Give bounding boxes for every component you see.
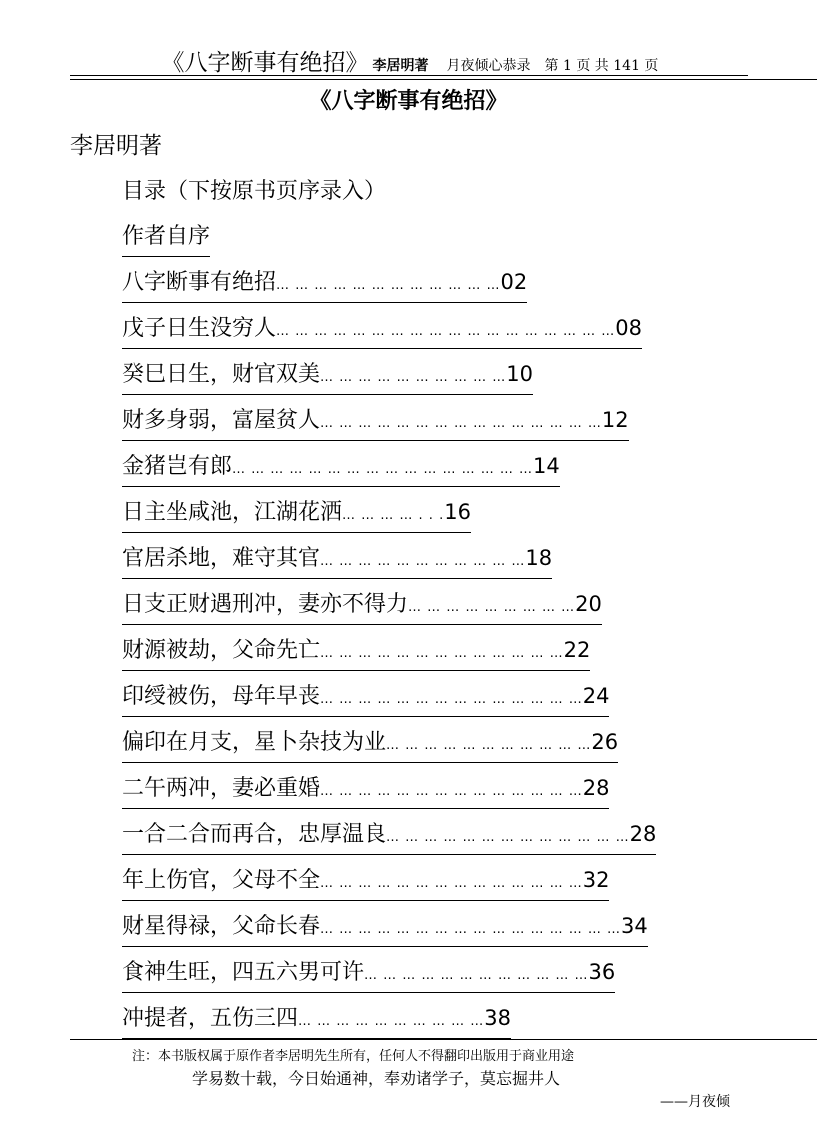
running-header: [70, 44, 750, 74]
toc-entry[interactable]: [122, 912, 656, 958]
toc-entry-label: 日主坐咸池，江湖花洒: [122, 500, 343, 525]
toc-entry-leader: … … … … … … … … … … … …: [276, 278, 501, 293]
toc-entry-page: 28: [629, 822, 657, 846]
header-rule: [70, 75, 748, 76]
toc-entry[interactable]: [122, 498, 656, 544]
toc-entry-label: 一合二合而再合，忠厚温良: [122, 822, 387, 847]
table-of-contents: [122, 222, 656, 1050]
toc-entry[interactable]: [122, 452, 656, 498]
toc-entry-page: 24: [582, 684, 610, 708]
header-page-info: 第 1 页 共 141 页: [544, 58, 659, 74]
toc-entry-label: 财源被劫，父命先亡: [122, 638, 321, 663]
footer-motto: 学易数十载，今日始通神，奉劝诸学子，莫忘掘井人: [192, 1069, 561, 1088]
toc-entry-leader: … … … … … … … … … … …: [320, 554, 526, 569]
toc-entry-label: 财星得禄，父命长春: [122, 914, 321, 939]
toc-entry-page: 28: [582, 776, 610, 800]
toc-entry-page: 32: [582, 868, 610, 892]
toc-entry[interactable]: [122, 222, 656, 268]
toc-entry-page: 20: [575, 592, 602, 616]
toc-entry[interactable]: [122, 590, 656, 636]
toc-entry-leader: … … … … … … … … …: [408, 600, 576, 615]
header-book-title: 《八字断事有绝招》: [161, 50, 369, 76]
toc-entry[interactable]: [122, 728, 656, 774]
document-title: 《八字断事有绝招》: [309, 89, 508, 114]
toc-entry-label: 日支正财遇刑冲，妻亦不得力: [122, 592, 409, 617]
toc-entry-label: 八字断事有绝招: [122, 270, 277, 295]
header-author: 李居明著: [372, 58, 429, 74]
footer-signature: ——月夜倾: [660, 1094, 730, 1110]
copyright-note: 注：本书版权属于原作者李居明先生所有，任何人不得翻印出版用于商业用途: [132, 1049, 575, 1064]
toc-entry[interactable]: [122, 636, 656, 682]
toc-entry-label: 二午两冲，妻必重婚: [122, 776, 321, 801]
toc-entry-leader: … … … … … … … … … … … … … …: [320, 876, 583, 891]
document-byline: 李居明著: [70, 133, 162, 159]
toc-entry[interactable]: [122, 268, 656, 314]
toc-entry-leader: … … … … … … … … … … … … … … … …: [320, 922, 622, 937]
toc-entry-label: 年上伤官，父母不全: [122, 868, 321, 893]
toc-heading: 目录（下按原书页序录入）: [122, 179, 387, 204]
toc-entry-page: 12: [601, 408, 629, 432]
toc-entry[interactable]: [122, 1004, 656, 1050]
toc-entry[interactable]: [122, 314, 656, 360]
toc-entry-leader: … … … … … … … … … … …: [386, 738, 592, 753]
toc-entry[interactable]: [122, 820, 656, 866]
toc-entry[interactable]: [122, 360, 656, 406]
toc-entry-leader: … … … … … … … … … … … … … … … …: [232, 462, 534, 477]
toc-entry-label: 偏印在月支，星卜杂技为业: [122, 730, 387, 755]
toc-entry-label: 作者自序: [122, 224, 211, 249]
toc-entry-page: 26: [591, 730, 619, 754]
toc-entry-page: 22: [563, 638, 591, 662]
toc-entry-label: 戊子日生没穷人: [122, 316, 277, 341]
toc-entry-leader: … … … … … … … … … … … … … …: [320, 784, 583, 799]
toc-entry-page: 14: [533, 454, 560, 478]
toc-entry[interactable]: [122, 774, 656, 820]
toc-entry-leader: … … … … … … … … … … … … … … … … … …: [276, 324, 616, 339]
toc-entry-label: 金猪岂有郎: [122, 454, 233, 479]
toc-entry-label: 食神生旺，四五六男可许: [122, 960, 365, 985]
toc-entry-page: 38: [484, 1006, 511, 1030]
toc-entry-page: 02: [500, 270, 528, 294]
header-editor: 月夜倾心恭录: [446, 58, 531, 74]
toc-entry[interactable]: [122, 866, 656, 912]
toc-entry-page: 10: [506, 362, 533, 386]
toc-entry[interactable]: [122, 682, 656, 728]
toc-entry-page: 18: [525, 546, 553, 570]
toc-entry[interactable]: [122, 544, 656, 590]
toc-entry-leader: … … … … … … … … … …: [320, 370, 507, 385]
toc-entry[interactable]: [122, 406, 656, 452]
toc-entry-leader: … … … … … … … … … …: [298, 1014, 485, 1029]
toc-entry-page: 34: [621, 914, 648, 938]
toc-entry-leader: … … … … … … … … … … … … … … …: [320, 416, 602, 431]
toc-entry-label: 癸巳日生，财官双美: [122, 362, 321, 387]
toc-entry-leader: … … … … … … … … … … … … … …: [320, 692, 583, 707]
toc-entry-leader: … … … … … … … … … … … … …: [320, 646, 564, 661]
toc-entry-label: 印绶被伤，母年早丧: [122, 684, 321, 709]
toc-entry-leader: … … … … . . .: [342, 508, 445, 523]
toc-entry-page: 16: [444, 500, 471, 524]
toc-entry-label: 冲提者，五伤三四: [122, 1006, 299, 1031]
footer-rule: [70, 1039, 817, 1040]
toc-entry-page: 36: [588, 960, 616, 984]
toc-entry-leader: … … … … … … … … … … … … …: [386, 830, 630, 845]
toc-entry-label: 财多身弱，富屋贫人: [122, 408, 321, 433]
toc-entry[interactable]: [122, 958, 656, 1004]
toc-entry-page: 08: [615, 316, 642, 340]
toc-entry-leader: … … … … … … … … … … … …: [364, 968, 589, 983]
toc-entry-label: 官居杀地，难守其官: [122, 546, 321, 571]
header-rule-secondary: [70, 79, 817, 80]
